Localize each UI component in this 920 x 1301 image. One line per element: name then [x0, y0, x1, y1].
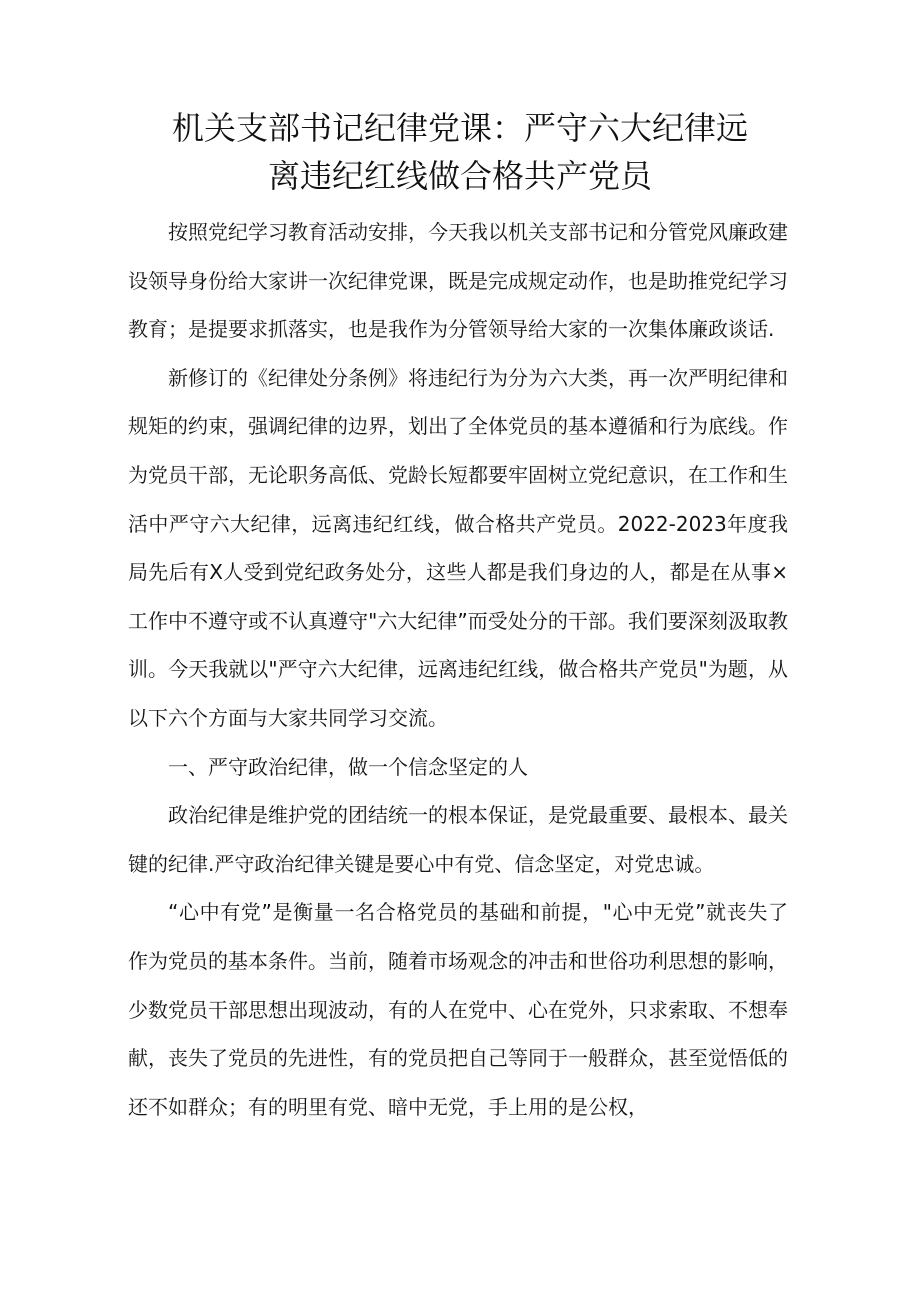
document-body: [128, 208, 788, 1131]
paragraph-heart-with-party: “心中有党”是衡量一名合格党员的基础和前提，"心中无党”就丧失了作为党员的基本条件。当前，随着市场观念的冲击和世俗功利思想的影响，少数党员干部思想出现波动，有的人在党中、心在党外，只求索取、不想奉献，丧失了党员的先进性，有的党员把自己等同于一般群众，甚至觉悟低的还不如群众；有的明里有党、暗中无党，手上用的是公权，: [128, 900, 788, 1119]
section-heading-political-discipline: 一、严守政治纪律，做一个信念坚定的人: [168, 754, 528, 779]
paragraph-regulations: 新修订的《纪律处分条例》将违纪行为分为六大类，再一次严明纪律和规矩的约束，强调纪律的边界，划出了全体党员的基本遵循和行为底线。作为党员干部，无论职务高低、党龄长短都要牢固树立党纪意识，在工作和生活中严守六大纪律，远离违纪红线，做合格共产党员。2022-2023年度我局先后有X人受到党纪政务处分，这些人都是我们身边的人，都是在从事×工作中不遵守或不认真遵守"六大纪律”而受处分的干部。我们要深刻汲取教训。今天我就以"严守六大纪律，远离违纪红线，做合格共产党员"为题，从以下六个方面与大家共同学习交流。: [128, 365, 788, 730]
title-line-1: 机关支部书记纪律党课：严守六大纪律远: [171, 109, 748, 147]
paragraph-political-discipline: 政治纪律是维护党的团结统一的根本保证，是党最重要、最根本、最关键的纪律.严守政治纪律关键是要心中有党、信念坚定，对党忠诚。: [128, 803, 788, 876]
paragraph-intro: 按照党纪学习教育活动安排，今天我以机关支部书记和分管党风廉政建设领导身份给大家讲一次纪律党课，既是完成规定动作，也是助推党纪学习教育；是提要求抓落实，也是我作为分管领导给大家的一次集体廉政谈话.: [128, 220, 788, 342]
title-line-2: 离违纪红线做合格共产党员: [267, 157, 652, 195]
document-title: [100, 104, 820, 200]
